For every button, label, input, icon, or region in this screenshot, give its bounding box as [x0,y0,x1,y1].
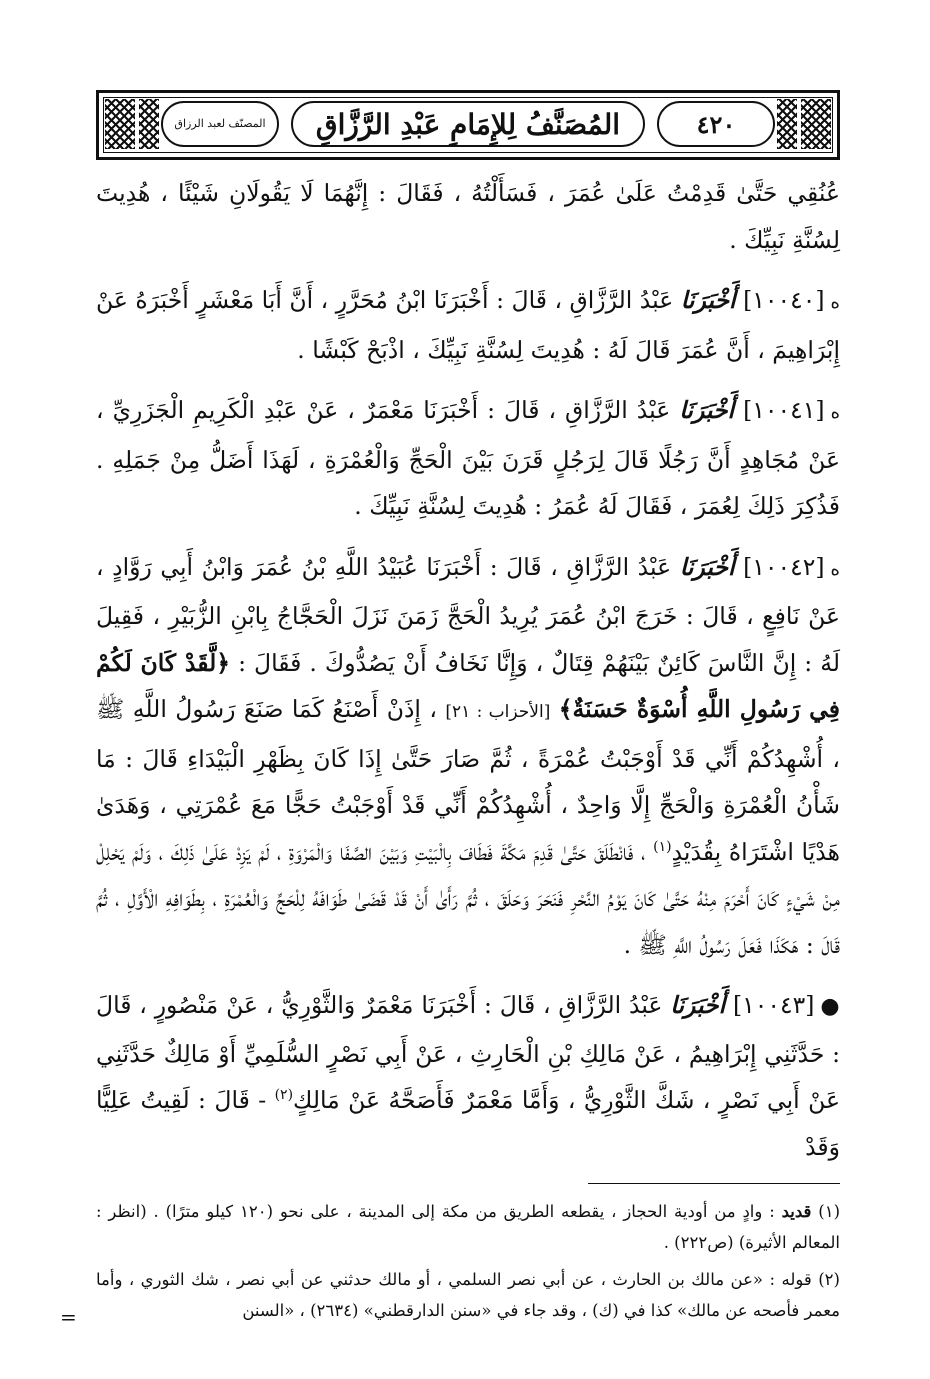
footnote-number: (١) [818,1202,841,1221]
akhbarana-word: أَخْبَرَنَا [680,286,736,314]
akhbarana-word: أَخْبَرَنَا [679,396,735,424]
continuation-mark: = [60,1305,77,1329]
footnote-term: قديد [781,1202,812,1221]
hadith-text: عَبْدُ الرَّزَّاقِ ، قَالَ : أَخْبَرَنَا مَعْمَرٌ وَالثَّوْرِيُّ ، عَنْ مَنْصُورٍ ، قَالَ : حَدَّثَنِي إِبْرَاهِيمُ ، عَنْ مَالِكِ بْنِ الْحَارِثِ ، عَنْ أَبِي نَصْرٍ السُّلَمِيِّ أَوْ مَالِكٌ حَدَّثَنِي عَنْ أَبِي نَصْرٍ ، شَكَّ الثَّوْرِيُّ ، وَأَمَّا مَعْمَرٌ فَأَصَحَّهُ عَنْ مَالِكٍ [96,991,840,1114]
hadith-marker-icon: ه [830,402,840,423]
hadith-number: [١٠٠٤٣] [732,991,815,1019]
footnotes [96,1196,840,1326]
hadith-10040 [96,277,840,373]
page-number: ٤٢٠ [696,109,736,139]
footnote-text: قوله : «عن مالك بن الحارث ، عن أبي نصر السلمي ، أو مالك حدثني عن أبي نصر ، شك الثوري ، وأما معمر فأصحه عن مالك» كذا في (ك) ، وقد جاء في «سنن الدارقطني» (٢٦٣٤) ، «السنن [96,1270,840,1320]
book-logo [161,101,279,147]
hadith-number: [١٠٠٤٠] [743,286,825,314]
footnote-text: : وادٍ من أودية الحجاز ، يقطعه الطريق من مكة إلى المدينة ، على نحو (١٢٠ كيلو مترًا) . (انظر : المعالم الأثيرة) (ص٢٢٢) . [96,1202,840,1252]
footnote-ref-2: (٢) [274,1087,294,1104]
hadith-number: [١٠٠٤٢] [743,552,825,581]
hadith-10041 [96,387,840,530]
hadith-text-part3: ، فَانْطَلَقَ حَتَّىٰ قَدِمَ مَكَّةَ فَطَافَ بِالْبَيْتِ وَبَيْنَ الصَّفَا وَالْمَرْوَةِ ، لَمْ يَزِدْ عَلَىٰ ذَلِكَ ، وَلَمْ يَحْلِلْ مِنْ شَيْءٍ كَانَ أَحْرَمَ مِنْهُ حَتَّىٰ كَانَ يَوْمُ النَّحْرِ فَنَحَرَ وَحَلَقَ ، ثُمَّ رَأَىٰ أَنْ قَدْ قَضَىٰ طَوَافَهُ لِلْحَجِّ وَالْعُمْرَةِ ، بِطَوَافِهِ الْأَوَّلِ ، ثُمَّ قَالَ : هَكَذَا فَعَلَ رَسُولُ اللَّهِ ﷺ . [96,837,840,959]
hadith-text-part1: عَبْدُ الرَّزَّاقِ ، قَالَ : أَخْبَرَنَا عُبَيْدُ اللَّهِ بْنُ عُمَرَ وَابْنُ أَبِي رَوَّادٍ ، عَنْ نَافِعٍ ، قَالَ : خَرَجَ ابْنُ عُمَرَ يُرِيدُ الْحَجَّ زَمَنَ نَزَلَ الْحَجَّاجُ بِابْنِ الزُّبَيْرِ ، فَقِيلَ لَهُ : إِنَّ النَّاسَ كَائِنٌ بَيْنَهُمْ قِتَالٌ ، وَإِنَّا نَخَافُ أَنْ يَصُدُّوكَ . فَقَالَ : [96,552,840,677]
hadith-marker-icon: ه [830,292,840,313]
book-logo-text: المصنّف لعبد الرزاق [174,117,266,130]
paragraph-continuation [96,170,840,263]
hadith-10043 [96,982,840,1170]
main-text [96,170,840,1170]
footnote-divider [588,1183,840,1184]
page-title [291,101,645,147]
akhbarana-word: أَخْبَرَنَا [679,552,735,581]
hadith-text-part2: ، إِذَنْ أَصْنَعُ كَمَا صَنَعَ رَسُولُ اللَّهِ ﷺ ، أُشْهِدُكُمْ أَنِّي قَدْ أَوْجَبْتُ عُمْرَةً ، ثُمَّ صَارَ حَتَّىٰ إِذَا كَانَ بِظَهْرِ الْبَيْدَاءِ قَالَ : مَا شَأْنُ الْعُمْرَةِ وَالْحَجِّ إِلَّا وَاحِدٌ ، أُشْهِدُكُمْ أَنِّي قَدْ أَوْجَبْتُ حَجًّا مَعَ عُمْرَتِي ، وَهَدَىٰ هَدْيًا اشْتَرَاهُ بِقُدَيْدٍ [96,695,840,866]
hadith-10042 [96,544,840,969]
hadith-number: [١٠٠٤١] [743,396,825,424]
book-title: المُصَنَّفُ لِلإِمَامِ عَبْدِ الرَّزَّاقِ [315,107,621,141]
hadith-marker-icon: ه [830,558,840,580]
footnote-number: (٢) [818,1270,840,1289]
footnote-1 [96,1196,840,1258]
ornament-left-inner-icon [139,99,159,149]
ornament-left-outer-icon [105,99,135,149]
akhbarana-word: أَخْبَرَنَا [670,991,726,1019]
hadith-text-end: - قَالَ : لَقِيتُ عَلِيًّا وَقَدْ [96,1086,840,1161]
paragraph-text: عُنُقِي حَتَّىٰ قَدِمْتُ عَلَىٰ عُمَرَ ، فَسَأَلْتُهُ ، فَقَالَ : إِنَّهُمَا لَا يَقُولَانِ شَيْئًا ، هُدِيتَ لِسُنَّةِ نَبِيِّكَ . [96,179,840,254]
quran-reference: [الأحزاب : ٢١] [445,702,551,722]
hadith-bullet-icon: ● [820,994,840,1019]
footnote-ref-1: (١) [653,838,672,855]
footnote-2 [96,1264,840,1326]
ornament-right-inner-icon [777,99,797,149]
hadith-text: عَبْدُ الرَّزَّاقِ ، قَالَ : أَخْبَرَنَا ابْنُ مُحَرَّرٍ ، أَنَّ أَبَا مَعْشَرٍ أَخْبَرَهُ عَنْ إِبْرَاهِيمَ ، أَنَّ عُمَرَ قَالَ لَهُ : هُدِيتَ لِسُنَّةِ نَبِيِّكَ ، اذْبَحْ كَبْشًا . [96,286,840,364]
quran-verse: ﴿لَّقَدْ كَانَ لَكُمْ فِي رَسُولِ اللَّهِ أُسْوَةٌ حَسَنَةٌ﴾ [96,648,840,723]
page-number-badge [657,101,775,147]
hadith-text: عَبْدُ الرَّزَّاقِ ، قَالَ : أَخْبَرَنَا مَعْمَرٌ ، عَنْ عَبْدِ الْكَرِيمِ الْجَزَرِيِّ ، عَنْ مُجَاهِدٍ أَنَّ رَجُلًا قَالَ لِرَجُلٍ قَرَنَ بَيْنَ الْحَجِّ وَالْعُمْرَةِ ، لَهَذَا أَضَلُّ مِنْ جَمَلِهِ . فَذُكِرَ ذَلِكَ لِعُمَرَ ، فَقَالَ لَهُ عُمَرُ : هُدِيتَ لِسُنَّةِ نَبِيِّكَ . [96,396,840,520]
page-header [96,90,840,160]
ornament-right-outer-icon [801,99,831,149]
